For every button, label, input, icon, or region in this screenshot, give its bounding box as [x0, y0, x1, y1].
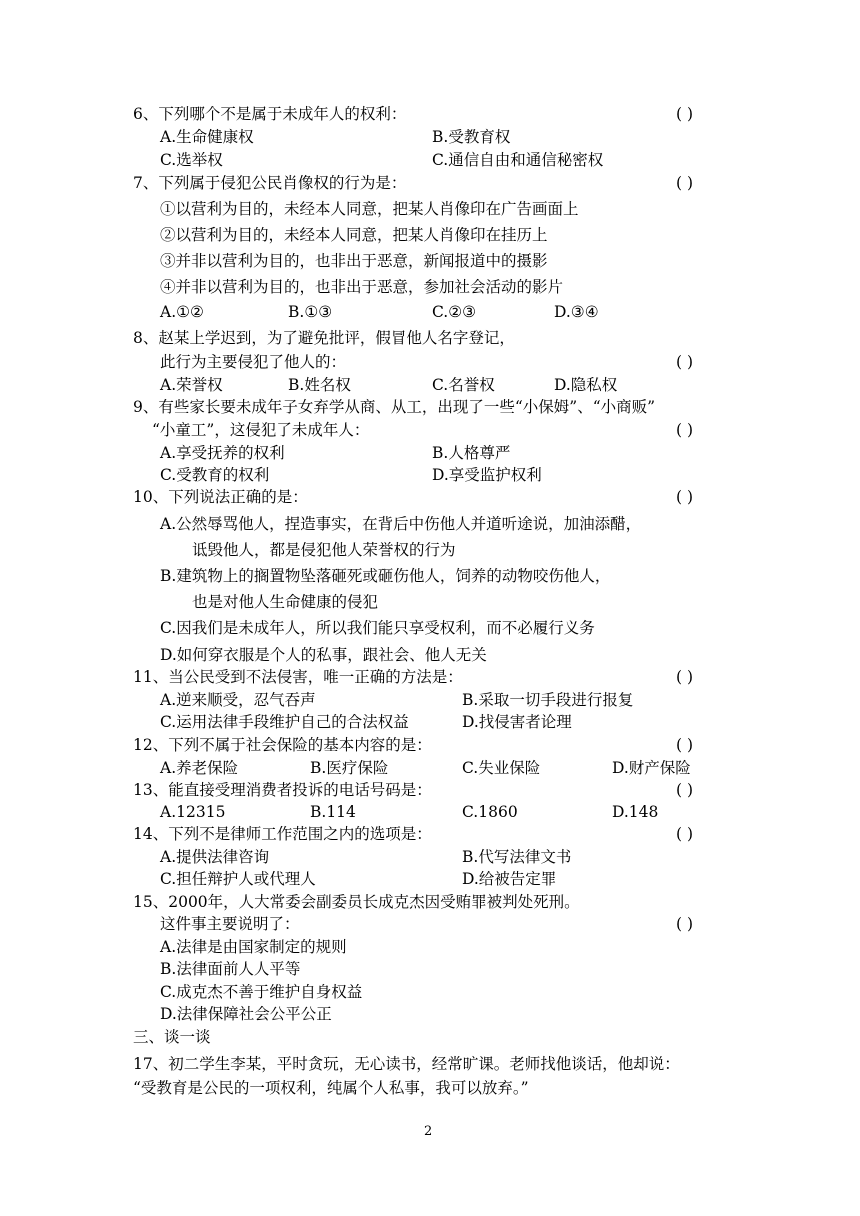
q12-option-c: C.失业保险: [462, 759, 541, 777]
q9-stem-continued: “小童工”，这侵犯了未成年人：: [152, 421, 370, 439]
q7-statement-1: ①以营利为目的，未经本人同意，把某人肖像印在广告画面上: [160, 200, 579, 218]
q11-option-b: B.采取一切手段进行报复: [462, 691, 634, 709]
q7-option-c: C.②③: [432, 303, 477, 321]
q9-option-b: B.人格尊严: [432, 444, 511, 462]
q9-stem: 9、有些家长要未成年子女弃学从商、从工，出现了一些“小保姆”、“小商贩”: [133, 398, 656, 416]
q7-answer-paren: ( ): [676, 174, 694, 192]
q7-option-d: D.③④: [554, 303, 599, 321]
q13-answer-paren: ( ): [676, 781, 694, 799]
q6-option-c: C.选举权: [160, 151, 223, 169]
q15-option-d: D.法律保障社会公平公正: [160, 1005, 332, 1023]
q7-statement-3: ③并非以营利为目的，也非出于恶意，新闻报道中的摄影: [160, 252, 548, 270]
q15-answer-paren: ( ): [676, 915, 694, 933]
section-title: 三、谈一谈: [133, 1028, 211, 1046]
q7-statement-4: ④并非以营利为目的，也非出于恶意，参加社会活动的影片: [160, 278, 564, 296]
q6-stem: 6、下列哪个不是属于未成年人的权利：: [133, 105, 407, 123]
q12-stem: 12、下列不属于社会保险的基本内容的是：: [133, 736, 432, 754]
q15-option-c: C.成克杰不善于维护自身权益: [160, 983, 363, 1001]
q8-option-b: B.姓名权: [288, 376, 351, 394]
q14-option-b: B.代写法律文书: [462, 848, 572, 866]
q12-option-a: A.养老保险: [160, 759, 239, 777]
q8-stem: 8、赵某上学迟到，为了避免批评，假冒他人名字登记，: [133, 329, 515, 347]
q15-stem: 15、2000年，人大常委会副委员长成克杰因受贿罪被判处死刑。: [133, 893, 580, 911]
q12-answer-paren: ( ): [676, 736, 694, 754]
q12-option-b: B.医疗保险: [310, 759, 389, 777]
q14-answer-paren: ( ): [676, 825, 694, 843]
q6-answer-paren: ( ): [676, 105, 694, 123]
q11-option-a: A.逆来顺受，忍气吞声: [160, 691, 316, 709]
q7-option-a: A.①②: [160, 303, 204, 321]
q10-answer-paren: ( ): [676, 488, 694, 506]
q9-answer-paren: ( ): [676, 421, 694, 439]
q14-option-a: A.提供法律咨询: [160, 848, 270, 866]
q13-option-d: D.148: [612, 803, 659, 821]
q10-option-b-line1: B.建筑物上的搁置物坠落砸死或砸伤他人，饲养的动物咬伤他人，: [160, 567, 611, 585]
page-number: 2: [424, 1124, 433, 1139]
q13-option-b: B.114: [310, 803, 356, 821]
q13-stem: 13、能直接受理消费者投诉的电话号码是：: [133, 781, 432, 799]
q13-option-c: C.1860: [462, 803, 518, 821]
q6-option-a: A.生命健康权: [160, 128, 254, 146]
q10-option-c: C.因我们是未成年人，所以我们能只享受权利，而不必履行义务: [160, 619, 595, 637]
q14-option-d: D.给被告定罪: [462, 870, 557, 888]
q15-option-b: B.法律面前人人平等: [160, 960, 301, 978]
q13-option-a: A.12315: [160, 803, 226, 821]
q9-option-d: D.享受监护权利: [432, 466, 542, 484]
q8-stem-continued: 此行为主要侵犯了他人的：: [160, 353, 347, 371]
q7-statement-2: ②以营利为目的，未经本人同意，把某人肖像印在挂历上: [160, 226, 548, 244]
q11-option-d: D.找侵害者论理: [462, 713, 572, 731]
q7-option-b: B.①③: [288, 303, 333, 321]
q10-option-a-line2: 诋毁他人，都是侵犯他人荣誉权的行为: [192, 541, 456, 559]
q8-option-a: A.荣誉权: [160, 376, 223, 394]
q8-answer-paren: ( ): [676, 353, 694, 371]
q6-option-d: C.通信自由和通信秘密权: [432, 151, 604, 169]
q11-option-c: C.运用法律手段维护自己的合法权益: [160, 713, 409, 731]
q12-option-d: D.财产保险: [612, 759, 691, 777]
q15-option-a: A.法律是由国家制定的规则: [160, 938, 347, 956]
q11-answer-paren: ( ): [676, 668, 694, 686]
q17-text-line1: 17、初二学生李某，平时贪玩，无心读书，经常旷课。老师找他谈话，他却说：: [133, 1055, 680, 1073]
q10-stem: 10、下列说法正确的是：: [133, 488, 308, 506]
q10-option-a-line1: A.公然辱骂他人，捏造事实，在背后中伤他人并道听途说，加油添醋，: [160, 515, 642, 533]
q8-option-c: C.名誉权: [432, 376, 495, 394]
q8-option-d: D.隐私权: [554, 376, 618, 394]
q11-stem: 11、当公民受到不法侵害，唯一正确的方法是：: [133, 668, 463, 686]
q9-option-c: C.受教育的权利: [160, 466, 270, 484]
q6-option-b: B.受教育权: [432, 128, 511, 146]
q7-stem: 7、下列属于侵犯公民肖像权的行为是：: [133, 174, 407, 192]
q17-text-line2: “受教育是公民的一项权利，纯属个人私事，我可以放弃。”: [133, 1079, 529, 1097]
q9-option-a: A.享受抚养的权利: [160, 444, 285, 462]
q10-option-d: D.如何穿衣服是个人的私事，跟社会、他人无关: [160, 646, 487, 664]
q14-option-c: C.担任辩护人或代理人: [160, 870, 316, 888]
q10-option-b-line2: 也是对他人生命健康的侵犯: [192, 593, 379, 611]
q15-stem-continued: 这件事主要说明了：: [160, 915, 300, 933]
q14-stem: 14、下列不是律师工作范围之内的选项是：: [133, 825, 432, 843]
